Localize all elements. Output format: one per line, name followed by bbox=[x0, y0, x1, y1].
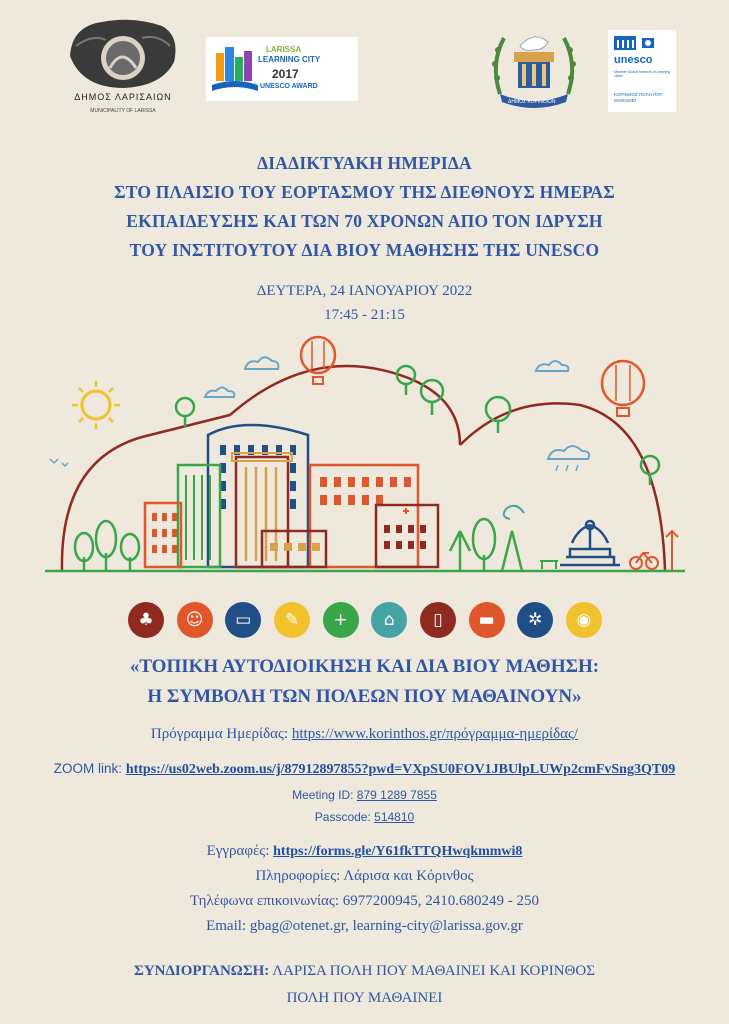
learning-city-line1: LARISSA bbox=[266, 45, 302, 54]
learning-city-line2: LEARNING CITY bbox=[258, 55, 321, 64]
balloon-2 bbox=[602, 361, 644, 416]
computer-icon: ▭ bbox=[225, 602, 261, 638]
orange-building-left bbox=[145, 503, 181, 567]
unesco-temple-icon bbox=[612, 34, 672, 52]
program-line bbox=[0, 726, 729, 743]
unesco-network-text: Member Global Network of Learning Cities bbox=[614, 70, 671, 78]
unesco-logo bbox=[608, 30, 676, 112]
municipality-subtitle: MUNICIPALITY OF LARISSA bbox=[90, 108, 156, 114]
phones-line: Τηλέφωνα επικοινωνίας: 6977200945, 2410.680249 - 250 bbox=[189, 893, 540, 909]
registration-label: Εγγραφές: bbox=[206, 843, 274, 859]
unesco-wordmark: unesco bbox=[614, 54, 653, 66]
meeting-id-line bbox=[0, 788, 729, 802]
tree-icon: ♣ bbox=[128, 602, 164, 638]
zoom-link[interactable]: https://us02web.zoom.us/j/87912897855?pwd=VXpSU0FOV1JBUlpLUWp2cmFvSng3QT09 bbox=[125, 762, 676, 777]
door-icon: ▯ bbox=[420, 602, 456, 638]
tall-blue-building bbox=[208, 425, 308, 567]
green-building bbox=[178, 465, 220, 567]
plus-icon: + bbox=[323, 602, 359, 638]
people-icon: ☺ bbox=[177, 602, 213, 638]
registration-link[interactable]: https://forms.gle/Y61fkTTQHwqkmmwi8 bbox=[273, 844, 523, 859]
passcode-value: 514810 bbox=[374, 810, 415, 824]
title-line: ΔΙΑΔΙΚΤΥΑΚΗ ΗΜΕΡΙΔΑ bbox=[257, 153, 472, 173]
title-line: ΕΚΠΑΙΔΕΥΣΗΣ ΚΑΙ ΤΩΝ 70 ΧΡΟΝΩΝ ΑΠΟ ΤΟΝ ΙΔΡΥΣΗ bbox=[126, 211, 603, 231]
coorg-text-2: ΠΟΛΗ ΠΟΥ ΜΑΘΑΙΝΕΙ bbox=[286, 990, 443, 1006]
balloon-1 bbox=[301, 337, 335, 384]
globe-icon: ◉ bbox=[566, 602, 602, 638]
subtitle-line: Η ΣΥΜΒΟΛΗ ΤΩΝ ΠΟΛΕΩΝ ΠΟΥ ΜΑΘΑΙΝΟΥΝ» bbox=[147, 686, 582, 707]
coorg-text-1: ΛΑΡΙΣΑ ΠΟΛΗ ΠΟΥ ΜΑΘΑΙΝΕΙ ΚΑΙ ΚΟΡΙΝΘΟΣ bbox=[269, 963, 595, 979]
program-label: Πρόγραμμα Ημερίδας: bbox=[150, 726, 292, 742]
zoom-line bbox=[0, 760, 729, 778]
meeting-id-value: 879 1289 7855 bbox=[356, 788, 437, 802]
email-line: Email: gbag@otenet.gr, learning-city@larissa.gov.gr bbox=[206, 918, 523, 934]
event-title bbox=[0, 149, 729, 265]
logos-header bbox=[0, 0, 729, 130]
event-time: 17:45 - 21:15 bbox=[324, 307, 405, 323]
program-link[interactable]: https://www.korinthos.gr/πρόγραμμα-ημερίδας/ bbox=[291, 726, 579, 742]
passcode-line bbox=[0, 810, 729, 824]
municipality-name: ΔΗΜΟΣ ΛΑΡΙΣΑΙΩΝ bbox=[74, 92, 172, 102]
subtitle-line: «ΤΟΠΙΚΗ ΑΥΤΟΔΙΟΙΚΗΣΗ ΚΑΙ ΔΙΑ ΒΙΟΥ ΜΑΘΗΣΗ: bbox=[129, 656, 600, 677]
low-building bbox=[262, 531, 326, 567]
gear-icon: ✲ bbox=[517, 602, 553, 638]
hospital-building bbox=[376, 505, 438, 567]
event-date: ΔΕΥΤΕΡΑ, 24 ΙΑΝΟΥΑΡΙΟΥ 2022 bbox=[256, 283, 473, 299]
title-line: ΣΤΟ ΠΛΑΙΣΙΟ ΤΟΥ ΕΟΡΤΑΣΜΟΥ ΤΗΣ ΔΙΕΘΝΟΥΣ ΗΜΕΡΑΣ bbox=[114, 182, 615, 202]
coorganization bbox=[0, 958, 729, 1012]
pencil-icon: ✎ bbox=[274, 602, 310, 638]
korinthos-banner-text: ΔΗΜΟΣ ΚΟΡΙΝΘΙΩΝ bbox=[508, 99, 556, 105]
city-books-icon bbox=[210, 39, 260, 99]
zoom-label: ZOOM link: bbox=[53, 761, 126, 776]
registration-line bbox=[0, 843, 729, 860]
learning-city-award: UNESCO AWARD bbox=[260, 83, 318, 90]
ancient-coin-emblem bbox=[62, 16, 184, 92]
municipality-larissa-logo bbox=[62, 16, 184, 124]
fountain bbox=[560, 521, 620, 565]
meeting-id-label: Meeting ID: bbox=[292, 788, 357, 802]
event-subtitle bbox=[0, 652, 729, 712]
learning-city-award-logo bbox=[206, 37, 358, 101]
bus-icon: ▬ bbox=[469, 602, 505, 638]
learning-city-year: 2017 bbox=[272, 67, 299, 81]
title-line: ΤΟΥ ΙΝΣΤΙΤΟΥΤΟΥ ΔΙΑ ΒΙΟΥ ΜΑΘΗΣΗΣ ΤΗΣ UNESCO bbox=[129, 240, 600, 260]
unesco-city-text: ΚΟΡΙΝΘΟΣ ΠΟΛΗ ΠΟΥ ΜΑΘΑΙΝΕΙ bbox=[614, 92, 663, 103]
coorg-label: ΣΥΝΔΙΟΡΓΑΝΩΣΗ: bbox=[134, 963, 270, 979]
theme-icons-row bbox=[128, 602, 602, 642]
museum-icon: ⌂ bbox=[371, 602, 407, 638]
korinthos-logo bbox=[486, 24, 582, 116]
passcode-label: Passcode: bbox=[314, 810, 375, 824]
city-illustration bbox=[40, 335, 690, 580]
info-line: Πληροφορίες: Λάρισα και Κόρινθος bbox=[255, 868, 474, 884]
